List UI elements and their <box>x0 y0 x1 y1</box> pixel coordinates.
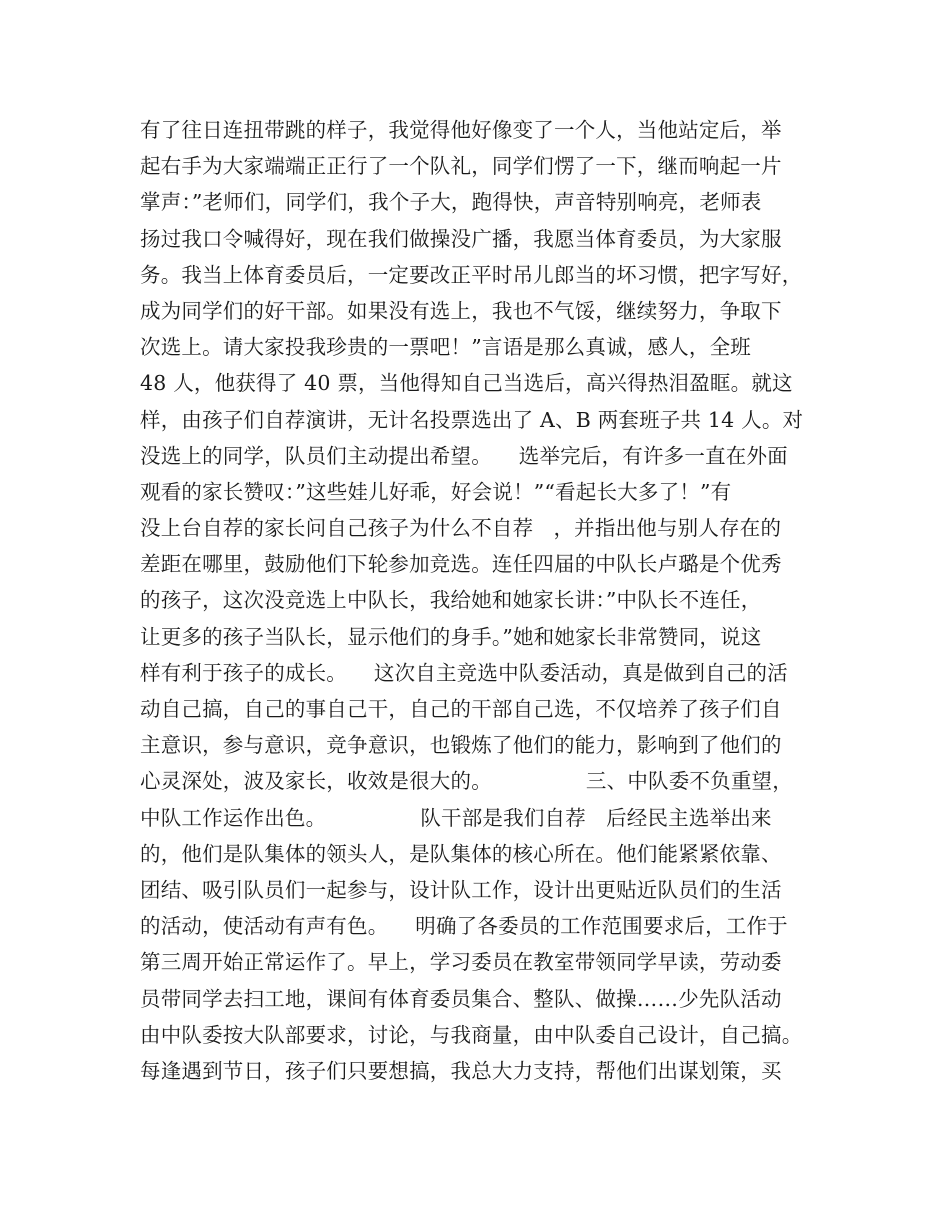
text-line: 的，他们是队集体的领头人，是队集体的核心所在。他们能紧紧依靠、 <box>140 841 782 866</box>
text-line: 每逢遇到节日，孩子们只要想搞，我总大力支持，帮他们出谋划策，买 <box>140 1058 782 1083</box>
text-line: 员带同学去扫工地，课间有体育委员集合、整队、做操……少先队活动 <box>140 986 782 1011</box>
text-line: 观看的家长赞叹：”这些娃儿好乖，好会说！”“看起长大多了！”有 <box>140 479 732 504</box>
text-line: 48 人，他获得了 40 票，当他得知自己当选后，高兴得热泪盈眶。就这 <box>140 371 793 396</box>
text-line: 中队工作运作出色。 队干部是我们自荐 后经民主选举出来 <box>140 805 772 830</box>
text-line: 掌声：”老师们，同学们，我个子大，跑得快，声音特别响亮，老师表 <box>140 190 762 215</box>
text-line: 主意识，参与意识，竞争意识，也锻炼了他们的能力，影响到了他们的 <box>140 733 782 758</box>
text-line: 第三周开始正常运作了。早上，学习委员在教室带领同学早读，劳动委 <box>140 950 782 975</box>
text-line: 没选上的同学，队员们主动提出希望。 选举完后，有许多一直在外面 <box>140 443 788 468</box>
text-line: 务。我当上体育委员后，一定要改正平时吊儿郎当的坏习惯，把字写好， <box>140 262 803 287</box>
text-line: 心灵深处，波及家长，收效是很大的。 三、中队委不负重望， <box>140 769 793 794</box>
text-line: 没上台自荐的家长问自己孩子为什么不自荐 ，并指出他与别人存在的 <box>140 516 782 541</box>
text-line: 起右手为大家端端正正行了一个队礼，同学们愣了一下，继而响起一片 <box>140 154 782 179</box>
text-line: 样，由孩子们自荐演讲，无计名投票选出了 A、B 两套班子共 14 人。对 <box>140 407 804 432</box>
text-line: 扬过我口令喊得好，现在我们做操没广播，我愿当体育委员，为大家服 <box>140 226 782 251</box>
text-line: 成为同学们的好干部。如果没有选上，我也不气馁，继续努力，争取下 <box>140 298 782 323</box>
text-line: 差距在哪里，鼓励他们下轮参加竞选。连任四届的中队长卢璐是个优秀 <box>140 552 782 577</box>
text-line: 团结、吸引队员们一起参与，设计队工作，设计出更贴近队员们的生活 <box>140 877 782 902</box>
text-line: 次选上。请大家投我珍贵的一票吧！”言语是那么真诚，感人，全班 <box>140 335 751 360</box>
text-line: 的活动，使活动有声有色。 明确了各委员的工作范围要求后，工作于 <box>140 914 788 939</box>
text-line: 动自己搞，自己的事自己干，自己的干部自己选，不仅培养了孩子们自 <box>140 697 782 721</box>
text-line: 样有利于孩子的成长。 这次自主竞选中队委活动，真是做到自己的活 <box>140 660 788 685</box>
text-line: 由中队委按大队部要求，讨论，与我商量，由中队委自己设计，自己搞。 <box>140 1022 803 1047</box>
text-line: 有了往日连扭带跳的样子，我觉得他好像变了一个人，当他站定后，举 <box>140 118 782 142</box>
body-text <box>140 112 840 1089</box>
text-line: 让更多的孩子当队长，显示他们的身手。”她和她家长非常赞同，说这 <box>140 624 762 649</box>
text-line: 的孩子，这次没竞选上中队长，我给她和她家长讲：”中队长不连任， <box>140 588 762 613</box>
